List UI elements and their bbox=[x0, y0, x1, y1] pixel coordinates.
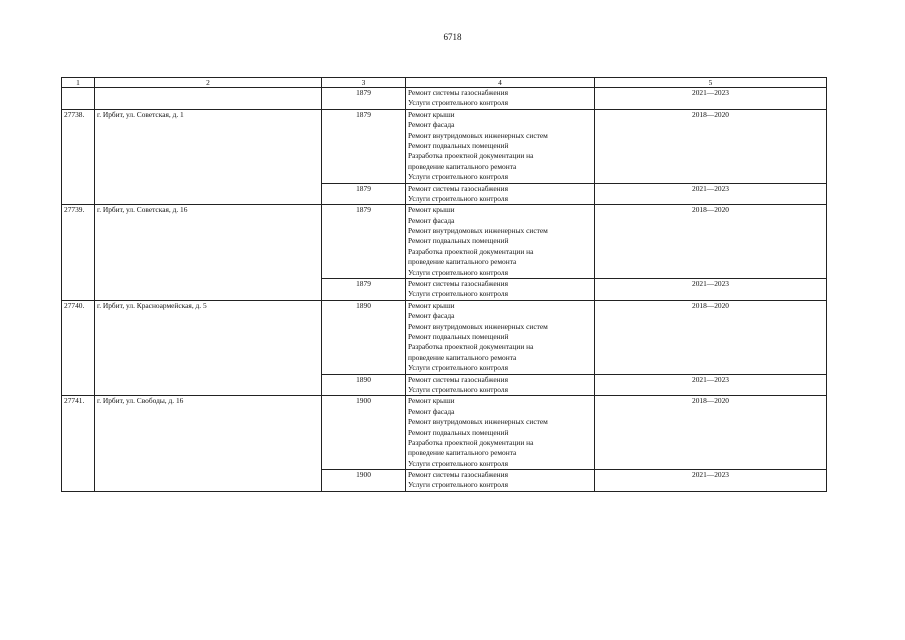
work-item: Ремонт подвальных помещений bbox=[408, 140, 509, 150]
build-year-cell: 1879 bbox=[322, 279, 406, 301]
period-cell: 2018—2020 bbox=[595, 109, 827, 183]
work-item: Услуги строительного контроля bbox=[408, 384, 508, 394]
work-item: Ремонт внутридомовых инженерных систем bbox=[408, 226, 548, 236]
work-item: Ремонт внутридомовых инженерных систем bbox=[408, 130, 548, 140]
row-number-cell bbox=[62, 279, 95, 301]
work-item: Услуги строительного контроля bbox=[408, 267, 508, 277]
period-cell: 2021—2023 bbox=[595, 88, 827, 110]
build-year-cell: 1900 bbox=[322, 470, 406, 492]
work-item: Разработка проектной документации на bbox=[408, 151, 534, 161]
table-row bbox=[62, 470, 827, 492]
work-item: проведение капитального ремонта bbox=[408, 448, 517, 458]
address-cell: г. Ирбит, ул. Советская, д. 16 bbox=[95, 205, 322, 279]
build-year-cell: 1890 bbox=[322, 300, 406, 374]
build-year-cell: 1879 bbox=[322, 205, 406, 279]
work-item: Услуги строительного контроля bbox=[408, 98, 508, 108]
work-item: Ремонт внутридомовых инженерных систем bbox=[408, 321, 548, 331]
works-cell bbox=[406, 279, 595, 301]
work-item: проведение капитального ремонта bbox=[408, 161, 517, 171]
works-cell bbox=[406, 183, 595, 205]
table-row bbox=[62, 396, 827, 470]
build-year-cell: 1890 bbox=[322, 374, 406, 396]
work-item: Ремонт фасада bbox=[408, 215, 455, 225]
build-year-cell: 1900 bbox=[322, 396, 406, 470]
column-header: 4 bbox=[406, 78, 595, 88]
work-item: Услуги строительного контроля bbox=[408, 480, 508, 490]
table-row-continuation bbox=[62, 88, 827, 110]
work-item: Разработка проектной документации на bbox=[408, 246, 534, 256]
work-item: Услуги строительного контроля bbox=[408, 458, 508, 468]
build-year-cell: 1879 bbox=[322, 109, 406, 183]
table-row bbox=[62, 279, 827, 301]
address-cell bbox=[95, 183, 322, 205]
work-item: проведение капитального ремонта bbox=[408, 352, 517, 362]
works-cell bbox=[406, 205, 595, 279]
works-cell bbox=[406, 374, 595, 396]
repair-schedule-table bbox=[61, 77, 827, 492]
page-number: 6718 bbox=[443, 32, 462, 42]
work-item: Ремонт системы газоснабжения bbox=[408, 88, 508, 97]
column-header: 2 bbox=[95, 78, 322, 88]
work-item: Ремонт крыши bbox=[408, 396, 455, 406]
work-item: Ремонт подвальных помещений bbox=[408, 331, 509, 341]
work-item: Ремонт крыши bbox=[408, 205, 455, 215]
work-item: Ремонт системы газоснабжения bbox=[408, 374, 508, 384]
work-item: Разработка проектной документации на bbox=[408, 437, 534, 447]
period-cell: 2018—2020 bbox=[595, 300, 827, 374]
work-item: Ремонт системы газоснабжения bbox=[408, 470, 508, 480]
work-item: Услуги строительного контроля bbox=[408, 289, 508, 299]
works-cell bbox=[406, 470, 595, 492]
row-number-cell bbox=[62, 183, 95, 205]
row-number-cell: 27739. bbox=[62, 205, 95, 279]
work-item: Ремонт системы газоснабжения bbox=[408, 279, 508, 289]
period-cell: 2018—2020 bbox=[595, 205, 827, 279]
address-cell bbox=[95, 374, 322, 396]
address-cell: г. Ирбит, ул. Советская, д. 1 bbox=[95, 109, 322, 183]
period-cell: 2021—2023 bbox=[595, 374, 827, 396]
address-cell bbox=[95, 88, 322, 110]
work-item: Ремонт фасада bbox=[408, 406, 455, 416]
work-item: Ремонт крыши bbox=[408, 109, 455, 119]
column-header: 3 bbox=[322, 78, 406, 88]
work-item: Ремонт фасада bbox=[408, 311, 455, 321]
work-item: Ремонт системы газоснабжения bbox=[408, 183, 508, 193]
work-item: Разработка проектной документации на bbox=[408, 342, 534, 352]
work-item: Услуги строительного контроля bbox=[408, 172, 508, 182]
row-number-cell: 27741. bbox=[62, 396, 95, 470]
address-cell: г. Ирбит, ул. Красноармейская, д. 5 bbox=[95, 300, 322, 374]
address-cell: г. Ирбит, ул. Свободы, д. 16 bbox=[95, 396, 322, 470]
work-item: Ремонт внутридомовых инженерных систем bbox=[408, 417, 548, 427]
works-cell bbox=[406, 396, 595, 470]
work-item: проведение капитального ремонта bbox=[408, 257, 517, 267]
works-cell bbox=[406, 300, 595, 374]
table-row bbox=[62, 300, 827, 374]
column-header: 1 bbox=[62, 78, 95, 88]
row-number-cell bbox=[62, 88, 95, 110]
header-row bbox=[62, 78, 827, 88]
column-header: 5 bbox=[595, 78, 827, 88]
period-cell: 2018—2020 bbox=[595, 396, 827, 470]
address-cell bbox=[95, 470, 322, 492]
address-cell bbox=[95, 279, 322, 301]
table-row bbox=[62, 183, 827, 205]
work-item: Ремонт подвальных помещений bbox=[408, 236, 509, 246]
row-number-cell bbox=[62, 374, 95, 396]
works-cell bbox=[406, 109, 595, 183]
table-row bbox=[62, 205, 827, 279]
work-item: Ремонт крыши bbox=[408, 300, 455, 310]
period-cell: 2021—2023 bbox=[595, 279, 827, 301]
work-item: Услуги строительного контроля bbox=[408, 363, 508, 373]
build-year-cell: 1879 bbox=[322, 88, 406, 110]
works-cell bbox=[406, 88, 595, 110]
table-row bbox=[62, 109, 827, 183]
row-number-cell: 27738. bbox=[62, 109, 95, 183]
table-row bbox=[62, 374, 827, 396]
row-number-cell: 27740. bbox=[62, 300, 95, 374]
period-cell: 2021—2023 bbox=[595, 470, 827, 492]
work-item: Ремонт подвальных помещений bbox=[408, 427, 509, 437]
work-item: Ремонт фасада bbox=[408, 120, 455, 130]
build-year-cell: 1879 bbox=[322, 183, 406, 205]
row-number-cell bbox=[62, 470, 95, 492]
work-item: Услуги строительного контроля bbox=[408, 193, 508, 203]
period-cell: 2021—2023 bbox=[595, 183, 827, 205]
